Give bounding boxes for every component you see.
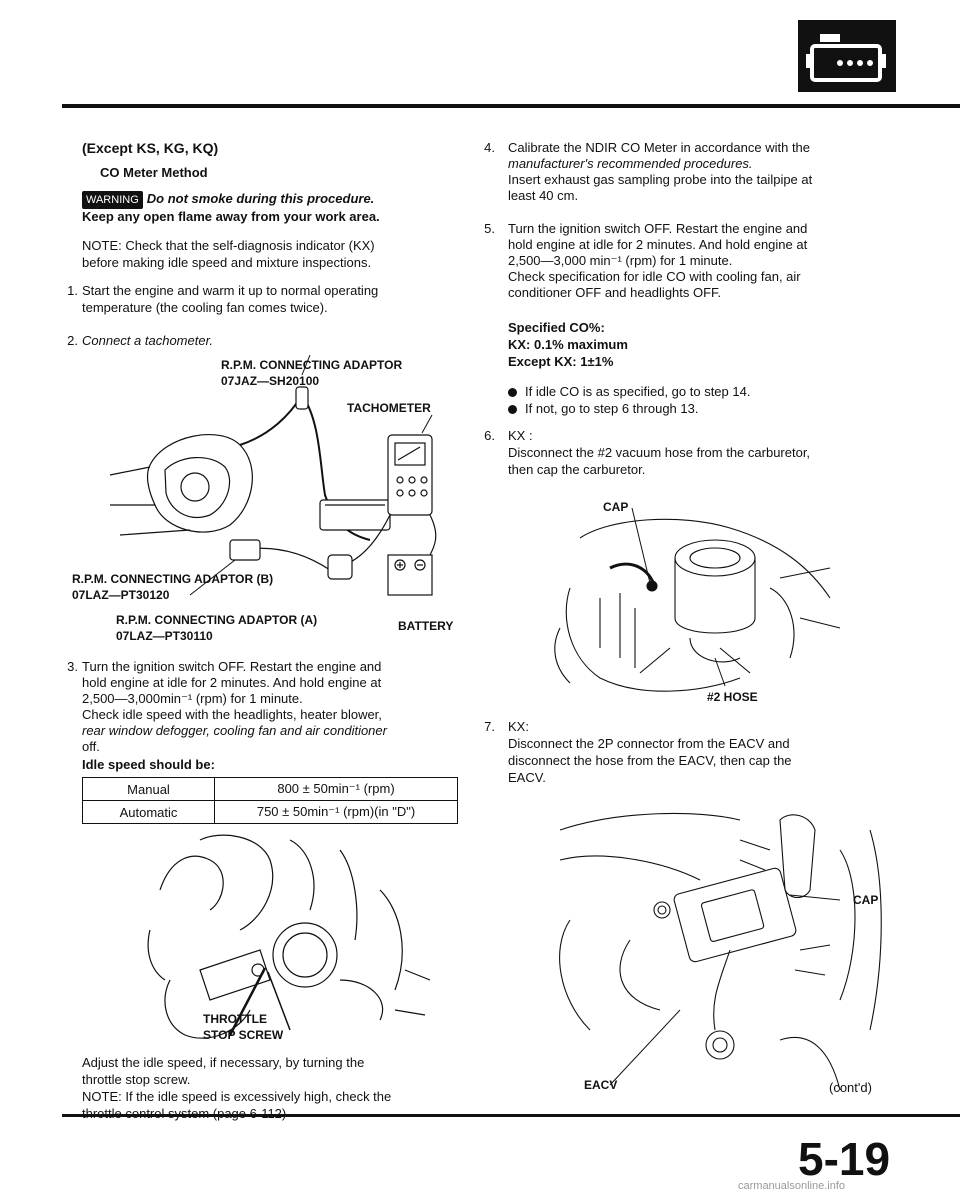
step-6-line-3: then cap the carburetor. (508, 462, 646, 477)
step-4-line: manufacturer's recommended procedures. (508, 156, 753, 171)
warning-line-1 (82, 191, 374, 209)
table-row (83, 801, 458, 824)
bullet-item-2 (508, 401, 698, 417)
step-1-line-1: Start the engine and warm it up to normal operating (82, 283, 379, 298)
step-4-line: least 40 cm. (508, 188, 579, 203)
label-adaptor-a-2: 07LAZ—PT30110 (116, 629, 213, 643)
step-3-line: Turn the ignition switch OFF. Restart the engine and (82, 659, 382, 674)
idle-speed-heading: Idle speed should be: (82, 757, 215, 772)
tachometer-connection-figure (70, 355, 470, 615)
table-cell: 750 ± 50min⁻¹ (rpm)(in "D") (215, 801, 458, 824)
step-6-number: 6. (484, 428, 495, 443)
label-adaptor-b-2: 07LAZ—PT30120 (72, 588, 170, 602)
adjust-line-1: Adjust the idle speed, if necessary, by turning the (82, 1055, 365, 1070)
table-cell: 800 ± 50min⁻¹ (rpm) (215, 778, 458, 801)
label-stop-screw: STOP SCREW (203, 1028, 284, 1042)
step-3-number: 3. (67, 659, 78, 674)
step-6-line-1: KX : (508, 428, 533, 443)
top-rule (62, 104, 960, 108)
step-6-line-2: Disconnect the #2 vacuum hose from the carburetor, (508, 445, 811, 460)
step-7-line-3: disconnect the hose from the EACV, then cap the (508, 753, 792, 768)
spec-kx: KX: 0.1% maximum (508, 337, 628, 352)
step-4-number: 4. (484, 140, 495, 155)
label-throttle: THROTTLE (203, 1012, 267, 1026)
carburetor-cap-figure (540, 498, 870, 710)
note-line-1: NOTE: Check that the self-diagnosis indicator (KX) (82, 238, 375, 253)
step-5-line: hold engine at idle for 2 minutes. And hold engine at (508, 237, 808, 252)
label-2-hose: #2 HOSE (707, 690, 758, 704)
table-cell: Automatic (83, 801, 215, 824)
step-3-line: off. (82, 739, 100, 754)
bullet-text: If idle CO is as specified, go to step 14. (525, 384, 751, 399)
label-adaptor-top-2: 07JAZ—SH20100 (221, 374, 320, 388)
step-2-text: Connect a tachometer. (82, 333, 214, 348)
step-7-number: 7. (484, 719, 495, 734)
bottom-rule (62, 1114, 960, 1117)
step-4-line: Insert exhaust gas sampling probe into the tailpipe at (508, 172, 813, 187)
label-adaptor-top-1: R.P.M. CONNECTING ADAPTOR (221, 358, 403, 372)
idle-speed-table (82, 777, 458, 824)
step-2-number: 2. (67, 333, 78, 348)
label-eacv: EACV (584, 1078, 618, 1092)
spec-except-kx: Except KX: 1±1% (508, 354, 614, 369)
label-adaptor-b-1: R.P.M. CONNECTING ADAPTOR (B) (72, 572, 274, 586)
step-7-line-2: Disconnect the 2P connector from the EACV and (508, 736, 790, 751)
label-cap: CAP (853, 893, 879, 907)
step-1-number: 1. (67, 283, 78, 298)
step-5-line: 2,500—3,000 min⁻¹ (rpm) for 1 minute. (508, 253, 733, 268)
bullet-icon (508, 405, 517, 414)
warning-line-2: Keep any open flame away from your work area. (82, 209, 380, 224)
adjust-note-1: NOTE: If the idle speed is excessively high, check the (82, 1089, 392, 1104)
step-5-line: Turn the ignition switch OFF. Restart the engine and (508, 221, 808, 236)
section-heading: (Except KS, KG, KQ) (82, 140, 219, 156)
note-line-2: before making idle speed and mixture inspections. (82, 255, 372, 270)
warning-text-1: Do not smoke during this procedure. (146, 191, 375, 206)
label-adaptor-a-1: R.P.M. CONNECTING ADAPTOR (A) (116, 613, 318, 627)
step-3-line: Check idle speed with the headlights, heater blower, (82, 707, 382, 722)
eacv-cap-figure (540, 800, 900, 1100)
adjust-line-2: throttle stop screw. (82, 1072, 191, 1087)
label-cap: CAP (603, 500, 629, 514)
label-battery: BATTERY (398, 619, 454, 633)
warning-badge: WARNING (82, 191, 143, 209)
step-4-body (508, 140, 898, 204)
step-3-body (82, 659, 462, 755)
spec-heading: Specified CO%: (508, 320, 605, 335)
table-cell: Manual (83, 778, 215, 801)
page-number: 5-19 (798, 1133, 891, 1185)
table-row (83, 778, 458, 801)
step-3-line: rear window defogger, cooling fan and air conditioner (82, 723, 387, 738)
step-1-line-2: temperature (the cooling fan comes twice). (82, 300, 328, 315)
bullet-item-1 (508, 384, 750, 400)
step-5-number: 5. (484, 221, 495, 236)
label-tachometer: TACHOMETER (347, 401, 431, 415)
footer-watermark: carmanualsonline.info (738, 1180, 846, 1192)
method-subheading: CO Meter Method (100, 165, 208, 180)
bullet-icon (508, 388, 517, 397)
step-7-line-4: EACV. (508, 770, 546, 785)
step-3-line: 2,500—3,000min⁻¹ (rpm) for 1 minute. (82, 691, 303, 706)
engine-section-icon (798, 20, 896, 92)
throttle-stop-screw-figure (140, 830, 440, 1055)
step-5-line: Check specification for idle CO with cooling fan, air (508, 269, 801, 284)
step-3-line: hold engine at idle for 2 minutes. And hold engine at (82, 675, 382, 690)
continued-note: (cont'd) (829, 1080, 872, 1095)
step-5-line: conditioner OFF and headlights OFF. (508, 285, 722, 300)
bullet-text: If not, go to step 6 through 13. (525, 401, 699, 416)
step-7-line-1: KX: (508, 719, 529, 734)
step-5-body (508, 221, 898, 301)
step-4-line: Calibrate the NDIR CO Meter in accordance with the (508, 140, 811, 155)
